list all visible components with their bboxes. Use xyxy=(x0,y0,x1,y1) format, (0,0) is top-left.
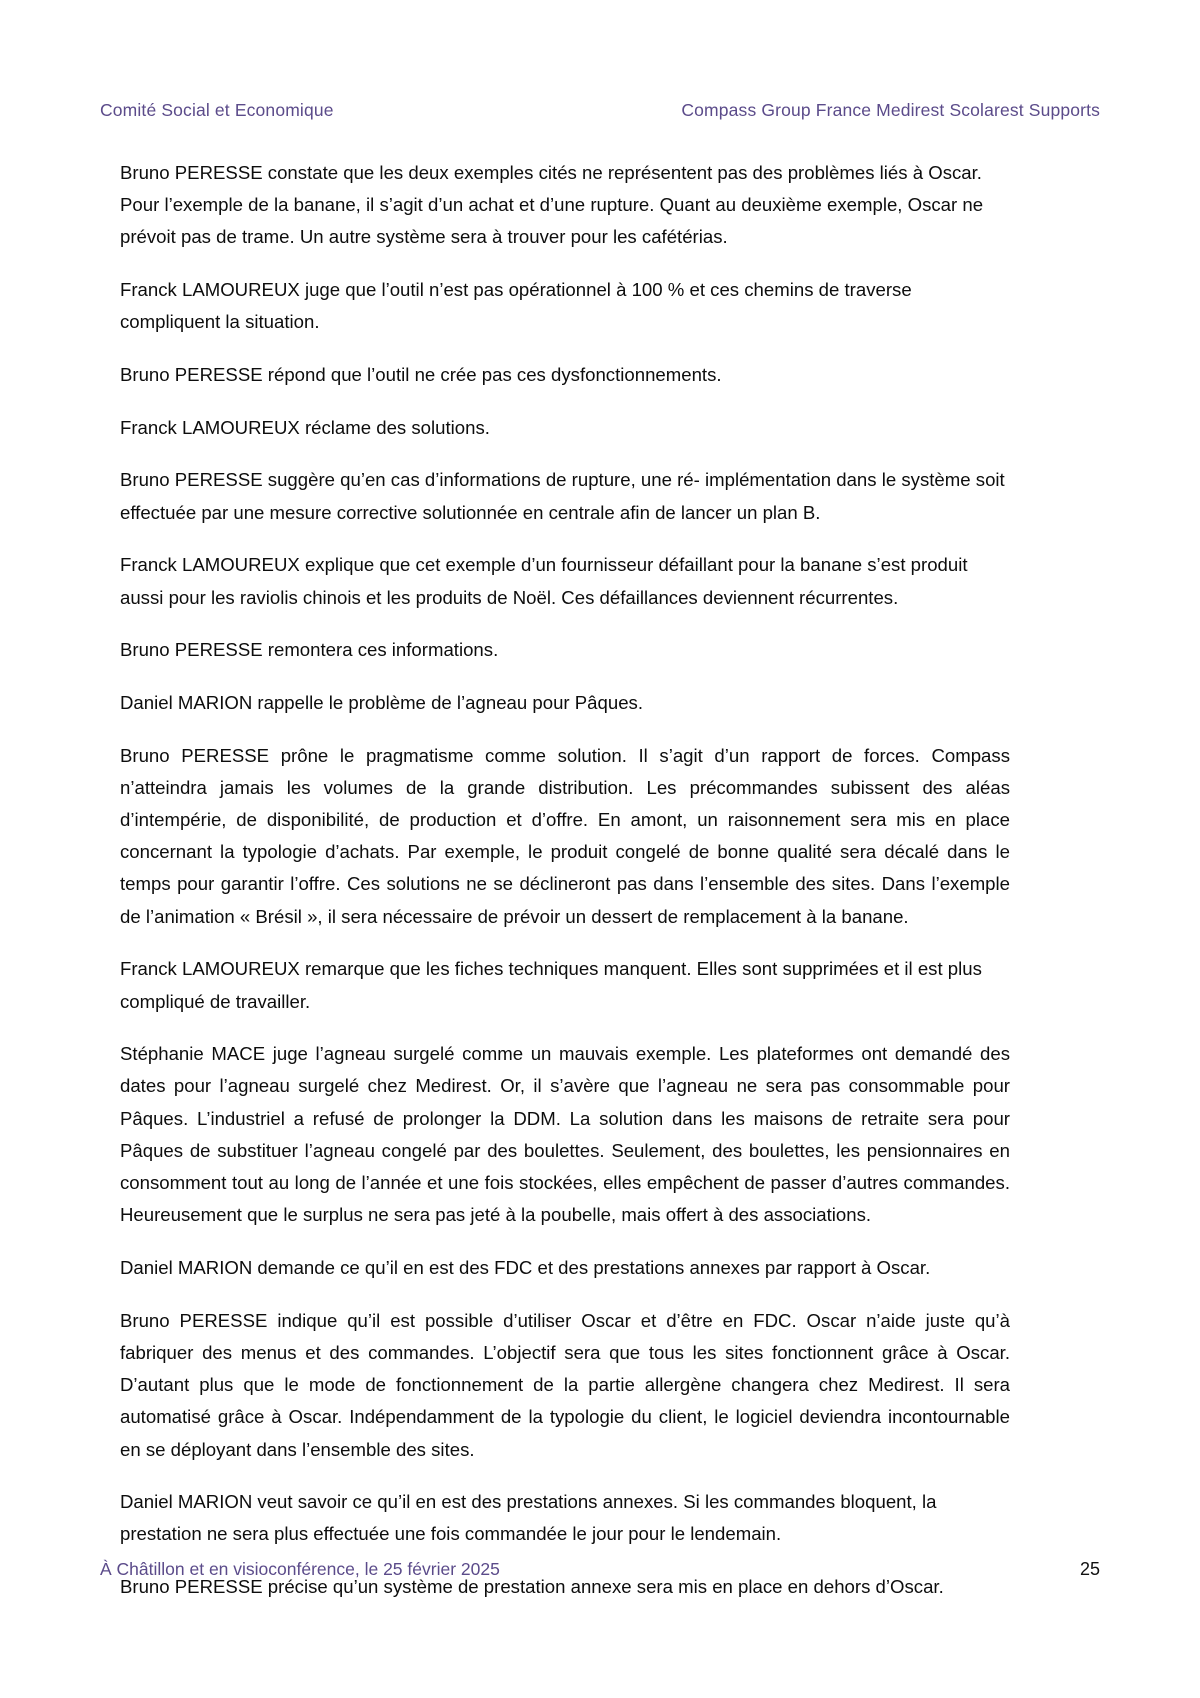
body-paragraph: Bruno PERESSE indique qu’il est possible d’utiliser Oscar et d’être en FDC. Oscar n’aide juste qu’à fabriquer des menus et des commandes. L’objectif sera que tous les sites fonctionnent grâce à Oscar. D’autant plus que le mode de fonctionnement de la partie allergène changera chez Medirest. Il sera automatisé grâce à Oscar. Indépendamment de la typologie du client, le logiciel deviendra incontournable en se déployant dans l’ensemble des sites. xyxy=(120,1309,1010,1460)
body-paragraph: Bruno PERESSE répond que l’outil ne crée pas ces dysfonctionnements. xyxy=(120,364,722,386)
document-footer xyxy=(100,1559,1100,1580)
document-header xyxy=(100,100,1100,121)
body-paragraph: Daniel MARION demande ce qu’il en est des FDC et des prestations annexes par rapport à Oscar. xyxy=(120,1256,931,1278)
body-paragraph: Daniel MARION rappelle le problème de l’agneau pour Pâques. xyxy=(120,691,643,713)
body-paragraph: Daniel MARION veut savoir ce qu’il en est des prestations annexes. Si les commandes bloquent, la prestation ne sera plus effectuée une fois commandée le jour pour le lendemain. xyxy=(120,1491,937,1545)
page-content-area xyxy=(100,0,1100,1698)
header-right-title: Compass Group France Medirest Scolarest Supports xyxy=(681,100,1100,120)
page-number: 25 xyxy=(1079,1559,1100,1579)
body-paragraph: Stéphanie MACE juge l’agneau surgelé comme un mauvais exemple. Les plateformes ont demandé des dates pour l’agneau surgelé chez Medirest. Or, il s’avère que l’agneau ne sera pas consommable pour Pâques. L’industriel a refusé de prolonger la DDM. La solution dans les maisons de retraite sera pour Pâques de substituer l’agneau congelé par des boulettes. Seulement, des boulettes, les pensionnaires en consomment tout au long de l’année et une fois stockées, elles empêchent de passer d’autres commandes. Heureusement que le surplus ne sera pas jeté à la poubelle, mais offert à des associations. xyxy=(120,1043,1010,1226)
body-paragraph: Bruno PERESSE suggère qu’en cas d’informations de rupture, une ré- implémentation dans le système soit effectuée par une mesure corrective solutionnée en centrale afin de lancer un plan B. xyxy=(120,469,1005,523)
body-paragraph: Franck LAMOUREUX remarque que les fiches techniques manquent. Elles sont supprimées et il est plus compliqué de travailler. xyxy=(120,958,982,1012)
body-paragraph: Bruno PERESSE constate que les deux exemples cités ne représentent pas des problèmes liés à Oscar. Pour l’exemple de la banane, il s’agit d’un achat et d’une rupture. Quant au deuxième exemple, Oscar ne prévoit pas de trame. Un autre système sera à trouver pour les cafétérias. xyxy=(120,162,984,248)
body-paragraph: Bruno PERESSE remontera ces informations. xyxy=(120,639,499,661)
footer-location-date: À Châtillon et en visioconférence, le 25 février 2025 xyxy=(100,1559,500,1579)
document-body xyxy=(120,157,1010,1603)
body-paragraph: Franck LAMOUREUX réclame des solutions. xyxy=(120,416,490,438)
body-paragraph: Bruno PERESSE précise qu’un système de prestation annexe sera mis en place en dehors d’Oscar. xyxy=(120,1576,944,1598)
body-paragraph: Franck LAMOUREUX explique que cet exemple d’un fournisseur défaillant pour la banane s’est produit aussi pour les raviolis chinois et les produits de Noël. Ces défaillances deviennent récurrentes. xyxy=(120,554,968,608)
header-left-title: Comité Social et Economique xyxy=(100,100,334,120)
body-paragraph: Franck LAMOUREUX juge que l’outil n’est pas opérationnel à 100 % et ces chemins de traverse compliquent la situation. xyxy=(120,279,912,333)
body-paragraph: Bruno PERESSE prône le pragmatisme comme solution. Il s’agit d’un rapport de forces. Compass n’atteindra jamais les volumes de la grande distribution. Les précommandes subissent des aléas d’intempérie, de disponibilité, de production et d’offre. En amont, un raisonnement sera mis en place concernant la typologie d’achats. Par exemple, le produit congelé de bonne qualité sera décalé dans le temps pour garantir l’offre. Ces solutions ne se déclineront pas dans l’ensemble des sites. Dans l’exemple de l’animation « Brésil », il sera nécessaire de prévoir un dessert de remplacement à la banane. xyxy=(120,744,1010,927)
